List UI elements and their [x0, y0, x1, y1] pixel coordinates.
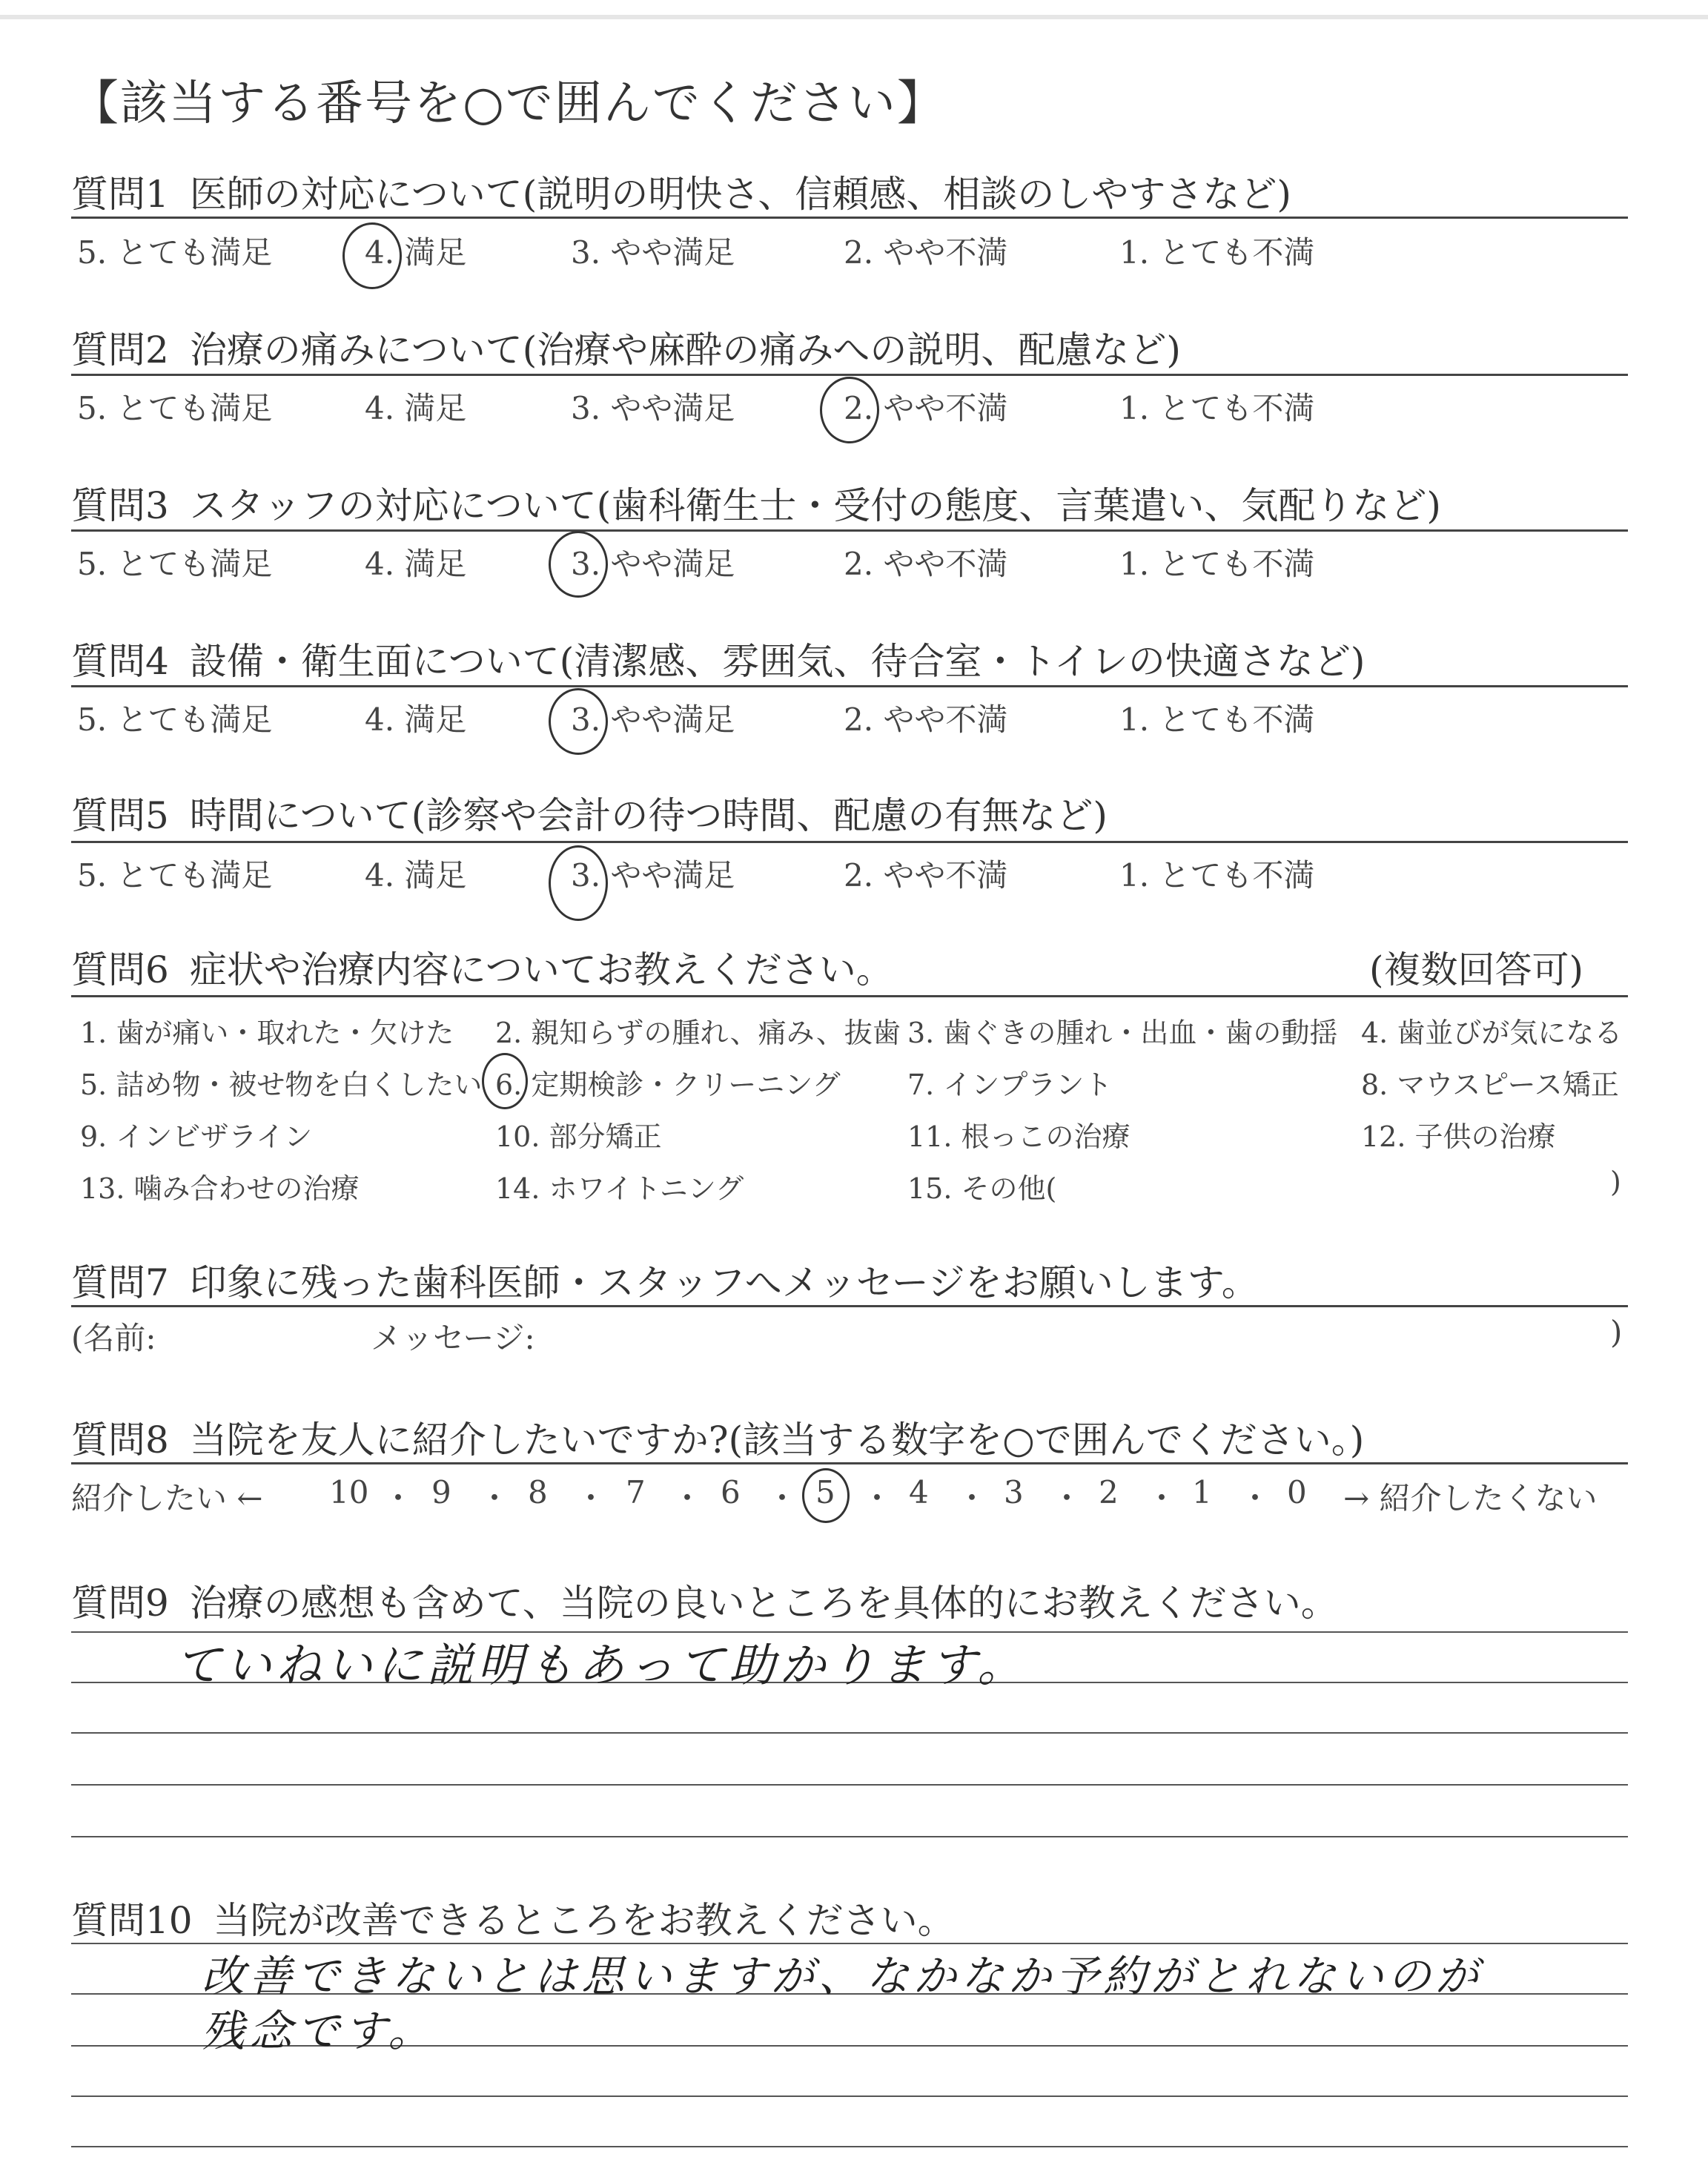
symptom-option[interactable]: 8. マウスピース矯正	[1361, 1069, 1619, 1101]
rating-option-2[interactable]: 2. やや不満	[844, 857, 1008, 894]
rating-option-1[interactable]: 1. とても不満	[1119, 857, 1315, 894]
question-7	[71, 1253, 1628, 1307]
question-number: 質問6	[71, 948, 169, 991]
question-number: 質問5	[71, 794, 169, 837]
question-text: 症状や治療内容についてお教えください。	[189, 948, 893, 991]
symptom-option[interactable]: 12. 子供の治療	[1361, 1120, 1556, 1153]
rating-option-2[interactable]: 2. やや不満	[844, 701, 1008, 738]
question-rule	[71, 374, 1628, 376]
question-number: 質問3	[71, 484, 169, 527]
name-label: (名前:	[71, 1320, 156, 1356]
question-text: 時間について(診察や会計の待つ時間、配慮の有無など)	[189, 794, 1108, 837]
selection-circle	[549, 688, 608, 755]
answer-line	[71, 2095, 1628, 2097]
question-9	[71, 1573, 1628, 1627]
scale-value[interactable]: 3	[1004, 1474, 1024, 1510]
rating-option-2[interactable]: 2. やや不満	[844, 234, 1008, 271]
selection-circle	[342, 222, 402, 289]
rating-option-1[interactable]: 1. とても不満	[1119, 390, 1315, 426]
symptom-option[interactable]: 7. インプラント	[907, 1069, 1113, 1101]
rating-option-4[interactable]: 4. 満足	[365, 390, 467, 426]
symptom-option[interactable]: 3. 歯ぐきの腫れ・出血・歯の動揺	[907, 1017, 1338, 1049]
symptom-option[interactable]: 1. 歯が痛い・取れた・欠けた	[80, 1017, 454, 1049]
question-rule	[71, 995, 1628, 997]
scale-value[interactable]: 7	[626, 1474, 646, 1510]
symptom-option[interactable]: 11. 根っこの治療	[907, 1120, 1131, 1153]
scale-value[interactable]: 6	[721, 1474, 741, 1510]
rating-option-3[interactable]: 3. やや満足	[571, 701, 735, 738]
question-rule	[71, 1305, 1628, 1307]
question-6	[71, 940, 1628, 994]
scale-value[interactable]: 8	[528, 1474, 548, 1510]
selection-circle	[549, 531, 608, 598]
question-8	[71, 1410, 1628, 1464]
rating-option-4[interactable]: 4. 満足	[365, 701, 467, 738]
scale-value[interactable]: 5	[815, 1474, 835, 1510]
question-rule	[71, 217, 1628, 219]
rating-option-4[interactable]: 4. 満足	[365, 857, 467, 894]
question-text: 医師の対応について(説明の明快さ、信頼感、相談のしやすさなど)	[189, 173, 1291, 216]
rating-option-5[interactable]: 5. とても満足	[77, 390, 273, 426]
scale-dot: ・	[1239, 1480, 1271, 1516]
question-2	[71, 320, 1628, 374]
question-text: 当院が改善できるところをお教えください。	[213, 1899, 955, 1942]
answer-line	[71, 2146, 1628, 2147]
question-5	[71, 786, 1628, 839]
question-text: 設備・衛生面について(清潔感、雰囲気、待合室・トイレの快適さなど)	[189, 640, 1366, 683]
question-number: 質問4	[71, 640, 169, 683]
question-rule	[71, 1462, 1628, 1464]
question-number: 質問2	[71, 328, 169, 371]
scale-value[interactable]: 1	[1192, 1474, 1212, 1510]
selection-circle	[549, 845, 608, 921]
handwritten-answer-q9: ていねいに説明もあって助かります。	[175, 1638, 1028, 1692]
scale-left-label: 紹介したい ←	[71, 1480, 263, 1516]
selection-circle	[820, 377, 879, 443]
scale-dot: ・	[956, 1480, 988, 1516]
scale-value[interactable]: 10	[329, 1474, 369, 1510]
symptom-option[interactable]: 9. インビザライン	[80, 1120, 313, 1153]
scale-value[interactable]: 9	[431, 1474, 451, 1510]
rating-option-3[interactable]: 3. やや満足	[571, 390, 735, 426]
question-3	[71, 476, 1628, 529]
message-label: メッセージ:	[371, 1320, 535, 1356]
handwritten-answer-q10-line2: 残念です。	[202, 2006, 436, 2056]
question-text: 治療の痛みについて(治療や麻酔の痛みへの説明、配慮など)	[189, 328, 1181, 371]
question-rule	[71, 529, 1628, 532]
scale-dot: ・	[1051, 1480, 1083, 1516]
symptom-option[interactable]: 5. 詰め物・被せ物を白くしたい	[80, 1069, 483, 1101]
question-number: 質問9	[71, 1582, 169, 1625]
rating-option-3[interactable]: 3. やや満足	[571, 546, 735, 582]
multiple-answer-note: (複数回答可)	[1368, 948, 1583, 991]
scale-dot: ・	[1146, 1480, 1178, 1516]
rating-option-2[interactable]: 2. やや不満	[844, 546, 1008, 582]
symptom-option[interactable]: 4. 歯並びが気になる	[1361, 1017, 1623, 1049]
symptom-option[interactable]: 15. その他(	[907, 1172, 1057, 1205]
scale-dot: ・	[767, 1480, 798, 1516]
scale-dot: ・	[383, 1480, 414, 1516]
question-1	[71, 165, 1628, 218]
rating-option-5[interactable]: 5. とても満足	[77, 857, 273, 894]
question-text: スタッフの対応について(歯科衛生士・受付の態度、言葉遣い、気配りなど)	[189, 484, 1441, 527]
symptom-option[interactable]: 2. 親知らずの腫れ、痛み、抜歯	[495, 1017, 901, 1049]
rating-option-1[interactable]: 1. とても不満	[1119, 546, 1315, 582]
form-heading: 【該当する番号を○で囲んでください】	[71, 76, 946, 131]
rating-option-5[interactable]: 5. とても満足	[77, 546, 273, 582]
scale-value[interactable]: 2	[1099, 1474, 1119, 1510]
question-number: 質問10	[71, 1899, 193, 1942]
question-number: 質問1	[71, 173, 169, 216]
question-text: 当院を友人に紹介したいですか?(該当する数字を○で囲んでください。)	[189, 1418, 1365, 1462]
message-close-paren: )	[1610, 1314, 1623, 1350]
answer-line	[71, 1784, 1628, 1786]
question-10	[71, 1891, 1628, 1944]
question-text: 印象に残った歯科医師・スタッフへメッセージをお願いします。	[189, 1261, 1259, 1304]
rating-option-4[interactable]: 4. 満足	[365, 234, 467, 271]
answer-line	[71, 1836, 1628, 1837]
scale-value[interactable]: 0	[1287, 1474, 1307, 1510]
symptom-option[interactable]: 10. 部分矯正	[495, 1120, 662, 1153]
symptom-option[interactable]: 14. ホワイトニング	[495, 1172, 744, 1205]
rating-option-4[interactable]: 4. 満足	[365, 546, 467, 582]
scale-dot: ・	[672, 1480, 704, 1516]
handwritten-answer-q10-line1: 改善できないとは思いますが、なかなか予約がとれないのが	[202, 1951, 1483, 2001]
top-border	[0, 15, 1708, 19]
symptom-option[interactable]: 13. 噛み合わせの治療	[80, 1172, 360, 1205]
answer-line	[71, 1732, 1628, 1734]
rating-option-2[interactable]: 2. やや不満	[844, 390, 1008, 426]
question-rule	[71, 685, 1628, 687]
question-4	[71, 632, 1628, 685]
scale-right-label: → 紹介したくない	[1343, 1480, 1598, 1516]
question-text: 治療の感想も含めて、当院の良いところを具体的にお教えください。	[189, 1582, 1338, 1625]
scale-value[interactable]: 4	[909, 1474, 929, 1510]
scale-dot: ・	[479, 1480, 511, 1516]
scale-dot: ・	[575, 1480, 607, 1516]
other-close-paren: )	[1610, 1166, 1621, 1198]
rating-option-5[interactable]: 5. とても満足	[77, 701, 273, 738]
rating-option-3[interactable]: 3. やや満足	[571, 857, 735, 894]
question-rule	[71, 841, 1628, 843]
rating-option-5[interactable]: 5. とても満足	[77, 234, 273, 271]
rating-option-1[interactable]: 1. とても不満	[1119, 701, 1315, 738]
selection-circle	[802, 1468, 850, 1523]
rating-option-3[interactable]: 3. やや満足	[571, 234, 735, 271]
selection-circle	[482, 1053, 528, 1109]
symptom-option[interactable]: 6. 定期検診・クリーニング	[495, 1069, 841, 1101]
question-number: 質問8	[71, 1418, 169, 1462]
rating-option-1[interactable]: 1. とても不満	[1119, 234, 1315, 271]
scale-dot: ・	[861, 1480, 893, 1516]
question-number: 質問7	[71, 1261, 169, 1304]
